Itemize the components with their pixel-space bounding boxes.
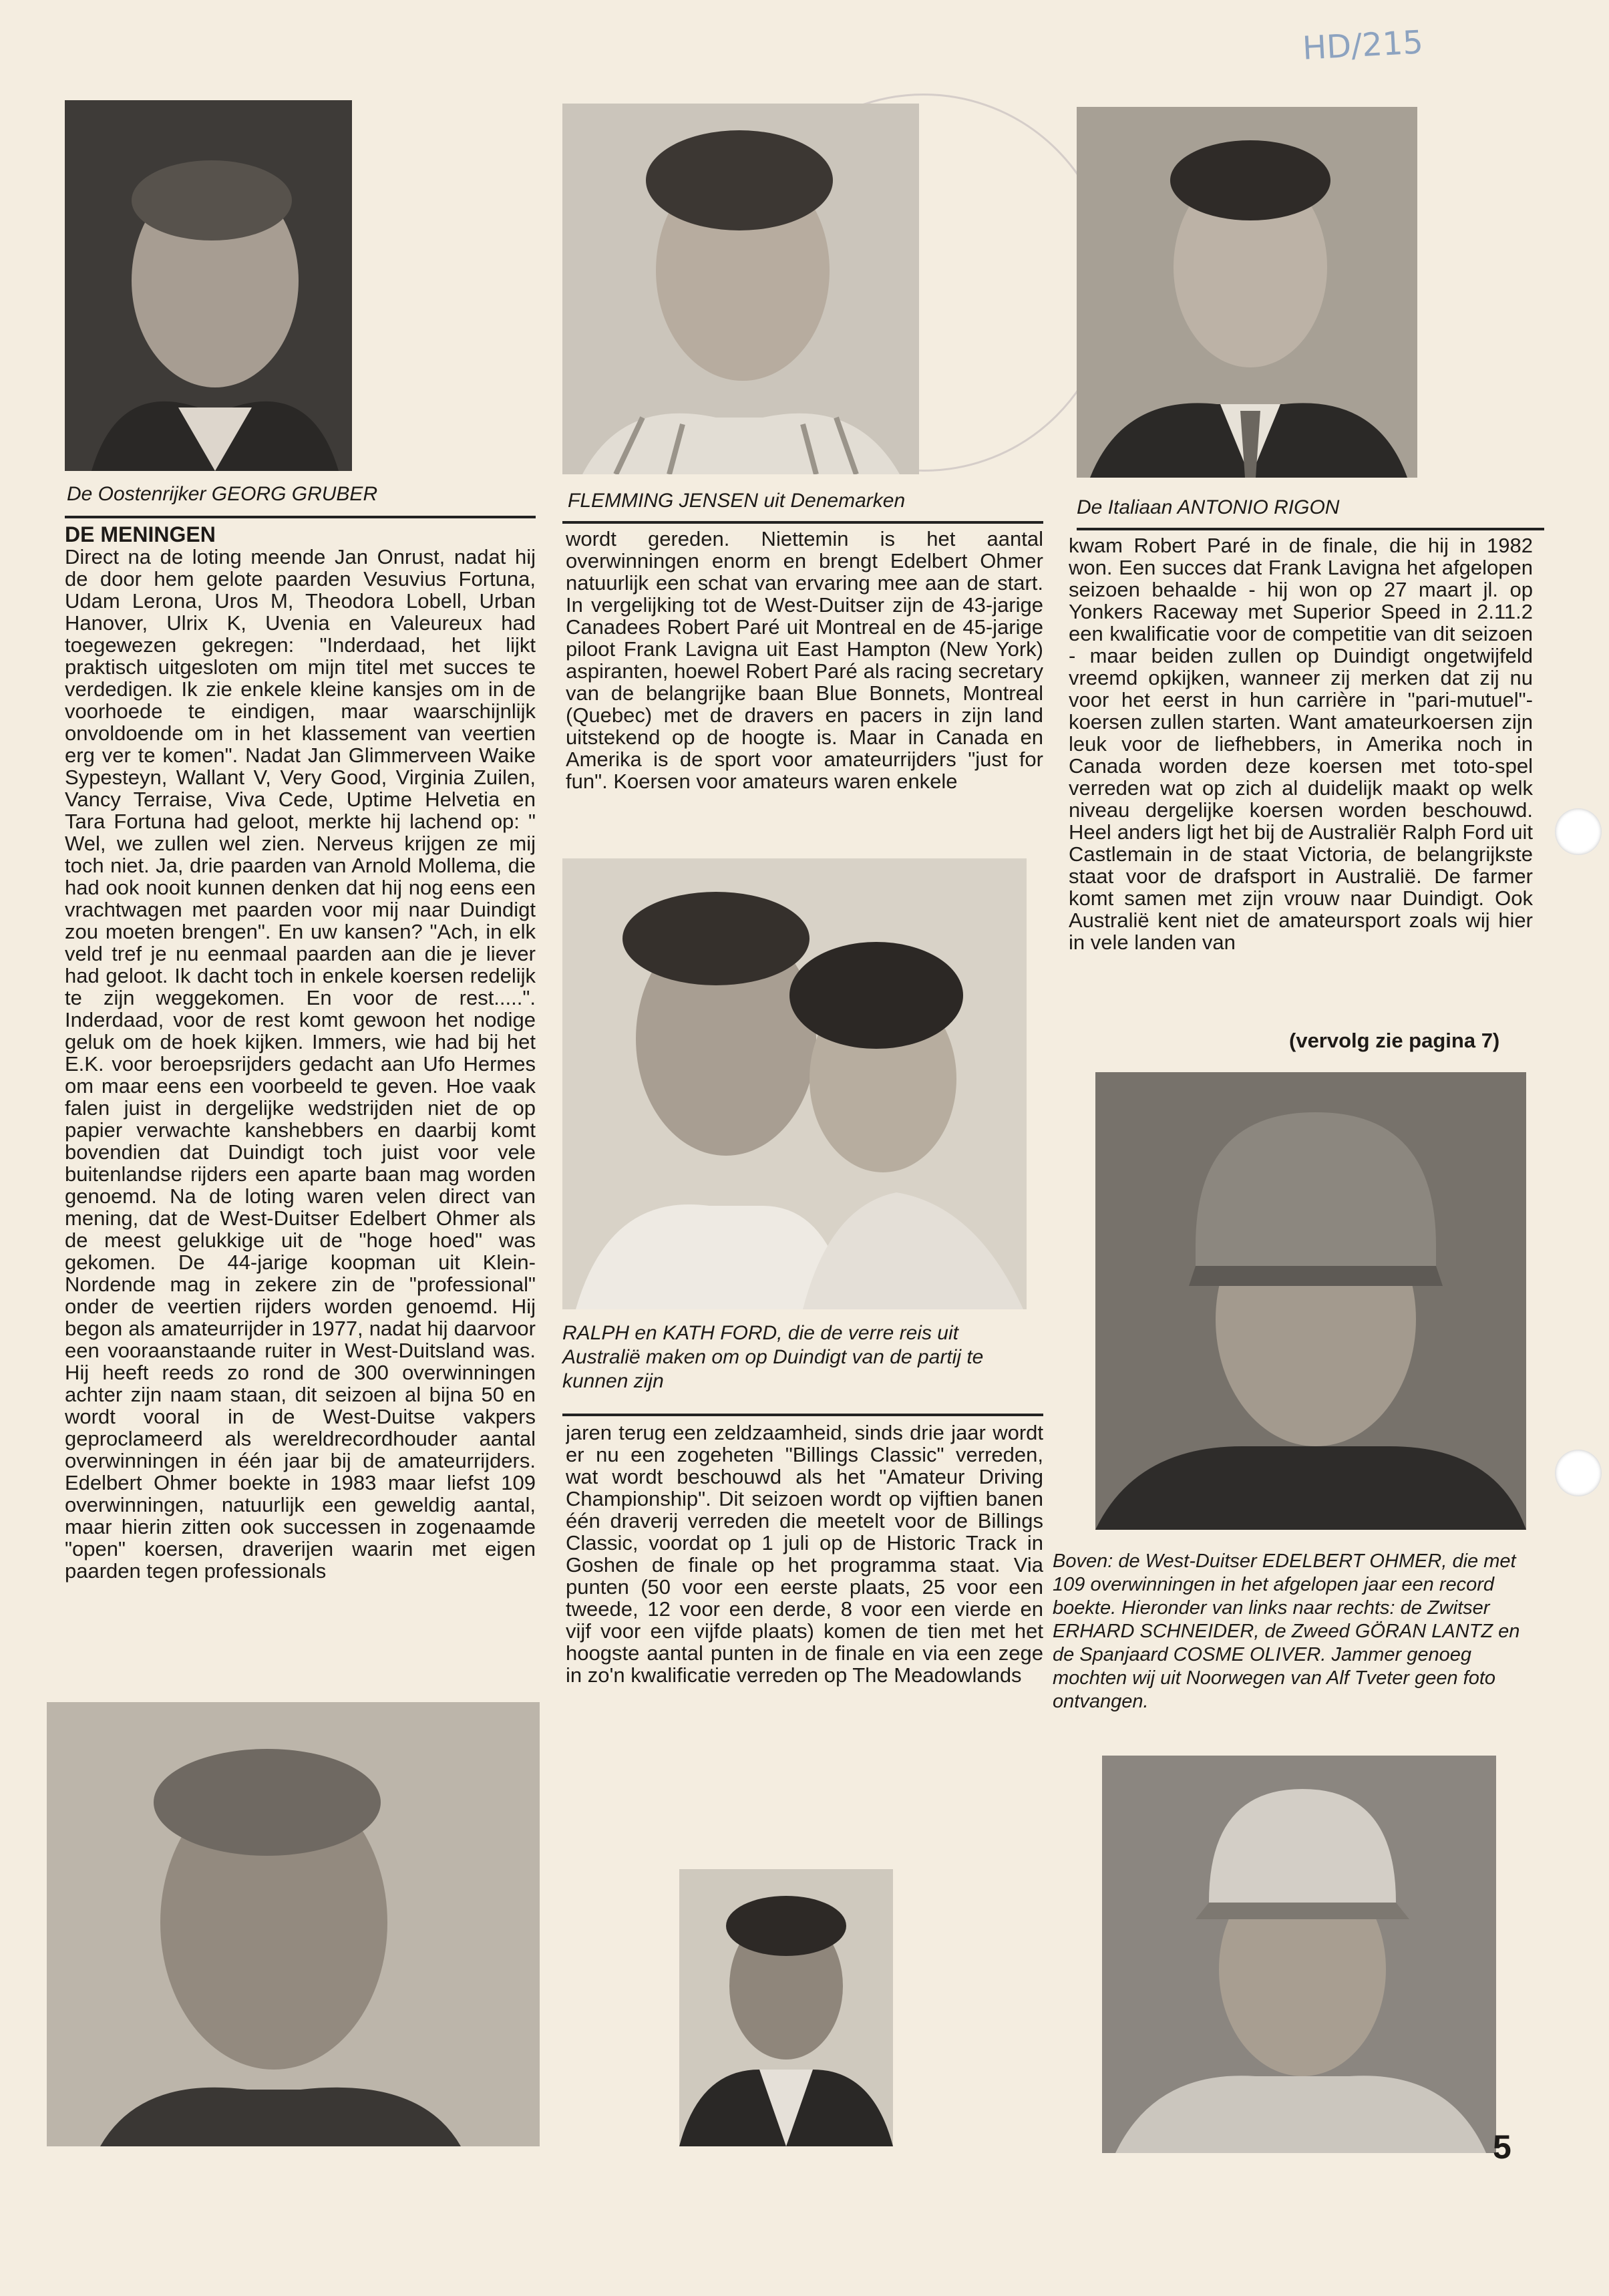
photo-georg-gruber (65, 100, 352, 471)
caption-rule (562, 1414, 1043, 1416)
caption-rule (65, 516, 536, 518)
article-text-col2-bottom: jaren terug een zeldzaamheid, sinds drie jaar wordt er nu een zogeheten "Billings Classic" verreden, wat wordt beschouwd als het "Amateur Driving Championship". Dit seizoen wordt op vijftien banen één draverij verreden die meetelt voor de Billings Classic, voordat op 1 juli op de Historic Track in Goshen de finale op het programma staat. Via punten (50 voor een eerste plaats, 25 voor een tweede, 12 voor een derde, 8 voor een vierde en vijf voor een vijfde plaats) komen de tien met het hoogste aantal punten in de finale en via een zege in zo'n kwalificatie verreden op The Meadowlands (566, 1422, 1043, 1687)
page-number: 5 (1493, 2128, 1511, 2166)
article-column-2-top (566, 528, 1043, 838)
caption-jensen: FLEMMING JENSEN uit Denemarken (568, 490, 906, 512)
photo-antonio-rigon (1077, 107, 1417, 478)
caption-rigon: De Italiaan ANTONIO RIGON (1077, 496, 1340, 518)
continued-note: (vervolg zie pagina 7) (1289, 1029, 1500, 1052)
caption-ohmer: Boven: de West-Duitser EDELBERT OHMER, die met 109 overwinningen in het afgelopen jaar een record boekte. Hieronder van links naar rechts: de Zwitser ERHARD SCHNEIDER, de Zweed GÖRAN LANTZ en de Spanjaard COSME OLIVER. Jammer genoeg mochten wij uit Noorwegen van Alf Tveter geen foto ontvangen. (1053, 1550, 1520, 1712)
caption-ford: RALPH en KATH FORD, die de verre reis uit Australië maken om op Duindigt van de partij te kunnen zijn (562, 1322, 984, 1392)
photo-goran-lantz (679, 1869, 893, 2146)
punch-hole-top (1555, 808, 1602, 855)
photo-cosme-oliver (1102, 1756, 1496, 2153)
article-text-col3: kwam Robert Paré in de finale, die hij in 1982 won. Een succes dat Frank Lavigna het afgelopen seizoen behaalde - hij won op 27 maart jl. op Yonkers Raceway met Superior Speed in 2.11.2 een kwalificatie voor de competitie van dit seizoen - maar beiden zullen op Duindigt ongetwijfeld vreemd opkijken, wanneer zij merken dat zij nu voor het eerst in hun carrière in "pari-mutuel"- koersen zullen starten. Want amateurkoersen zijn leuk voor de liefhebbers, in Amerika noch in Canada worden deze koersen met toto-spel verreden wat op zich al duidelijk maakt op welk niveau dergelijke koersen worden beschouwd. Heel anders ligt het bij de Australiër Ralph Ford uit Castlemain in de staat Victoria, de belangrijkste staat voor de drafsport in Australië. De farmer komt samen met zijn vrouw naar Duindigt. Ook Australië kent niet de amateursport zoals wij hier in vele landen van (1069, 534, 1533, 954)
caption-rule (562, 521, 1043, 524)
caption-rule (1077, 528, 1544, 530)
punch-hole-bottom (1555, 1450, 1602, 1496)
photo-flemming-jensen (562, 104, 919, 474)
photo-ralph-kath-ford (562, 858, 1027, 1309)
caption-gruber: De Oostenrijker GEORG GRUBER (67, 483, 378, 505)
article-text-col1: Direct na de loting meende Jan Onrust, nadat hij de door hem gelote paarden Vesuvius Fortuna, Udam Lerona, Uros M, Theodora Lobell, Urban Hanover, Ulrix K, Uvenia en Valeureux had toegewezen gekregen: "Inderdaad, het lijkt praktisch uitgesloten om mijn titel met succes te verdedigen. Ik zie enkele kleine kansjes om in de voorhoede te eindigen, maar waarschijnlijk onvoldoende om in het klassement van veertien erg ver te komen". Nadat Jan Glimmerveen Waike Sypesteyn, Wallant V, Very Good, Virginia Zuilen, Vancy Terraise, Viva Cede, Uptime Helvetia en Tara Fortuna had geloot, merkte hij lachend op: " Wel, we zullen wel zien. Nerveus krijgen ze mij toch niet. Ja, drie paarden van Arnold Mollema, die had ook nooit kunnen denken dat hij nog eens een vrachtwagen met paarden voor mij naar Duindigt zou moeten brengen". En uw kansen? "Ach, in elk veld tref je nu eenmaal paarden aan die je liever had geloot. Ik dacht toch in enkele koersen redelijk te zijn weggekomen. En voor de rest.....". Inderdaad, voor de rest komt gewoon het nodige geluk om de hoek kijken. Immers, wie had bij het E.K. voor beroepsrijders gedacht aan Ufo Hermes om maar eens een voorbeeld te geven. Hoe vaak falen juist in dergelijke wedstrijden niet de op papier verwachte kanshebbers en daarbij komt bovendien dat Duindigt toch juist voor vele buitenlandse rijders een aparte baan mag worden genoemd. Na de loting waren velen direct van mening, dat de West-Duitser Edelbert Ohmer als de meest gelukkige uit de "hoge hoed" was gekomen. De 44-jarige koopman uit Klein-Nordende mag in zekere zin de "professional" onder de veertien rijders worden genoemd. Hij begon als amateurrijder in 1977, nadat hij daarvoor een vooraanstaande ruiter in West-Duitsland was. Hij heeft reeds zo rond de 300 overwinningen achter zijn naam staan, dit seizoen al bijna 50 en wordt vooral in de West-Duitse vakpers geproclameerd als wereldrecordhouder aantal overwinningen in één jaar bij de amateurrijders. Edelbert Ohmer boekte in 1983 maar liefst 109 overwinningen, natuurlijk een geweldig aantal, maar hierin zitten ook successen in zogenaamde "open" koersen, draverijen waarin met eigen paarden tegen professionals (65, 545, 536, 1583)
photo-erhard-schneider (47, 1702, 540, 2146)
article-text-col2-top: wordt gereden. Niettemin is het aantal overwinningen enorm en brengt Edelbert Ohmer natuurlijk een schat van ervaring mee aan de start. In vergelijking tot de West-Duitser zijn de 43-jarige Canadees Robert Paré uit Montreal en de 45-jarige piloot Frank Lavigna uit East Hampton (New York) aspiranten, hoewel Robert Paré als racing secretary van de belangrijke baan Blue Bonnets, Montreal (Quebec) met de dravers en pacers in zijn land uitstekend op de hoogte is. Maar in Canada en Amerika is de sport voor amateurrijders "just for fun". Koersen voor amateurs waren enkele (566, 528, 1043, 793)
article-column-3 (1069, 534, 1533, 1015)
article-column-2-bottom (566, 1422, 1043, 1715)
article-column-1 (65, 524, 536, 1686)
article-heading: DE MENINGEN (65, 524, 216, 546)
handwritten-note: HD/215 (1301, 23, 1425, 67)
photo-edelbert-ohmer (1095, 1072, 1526, 1530)
